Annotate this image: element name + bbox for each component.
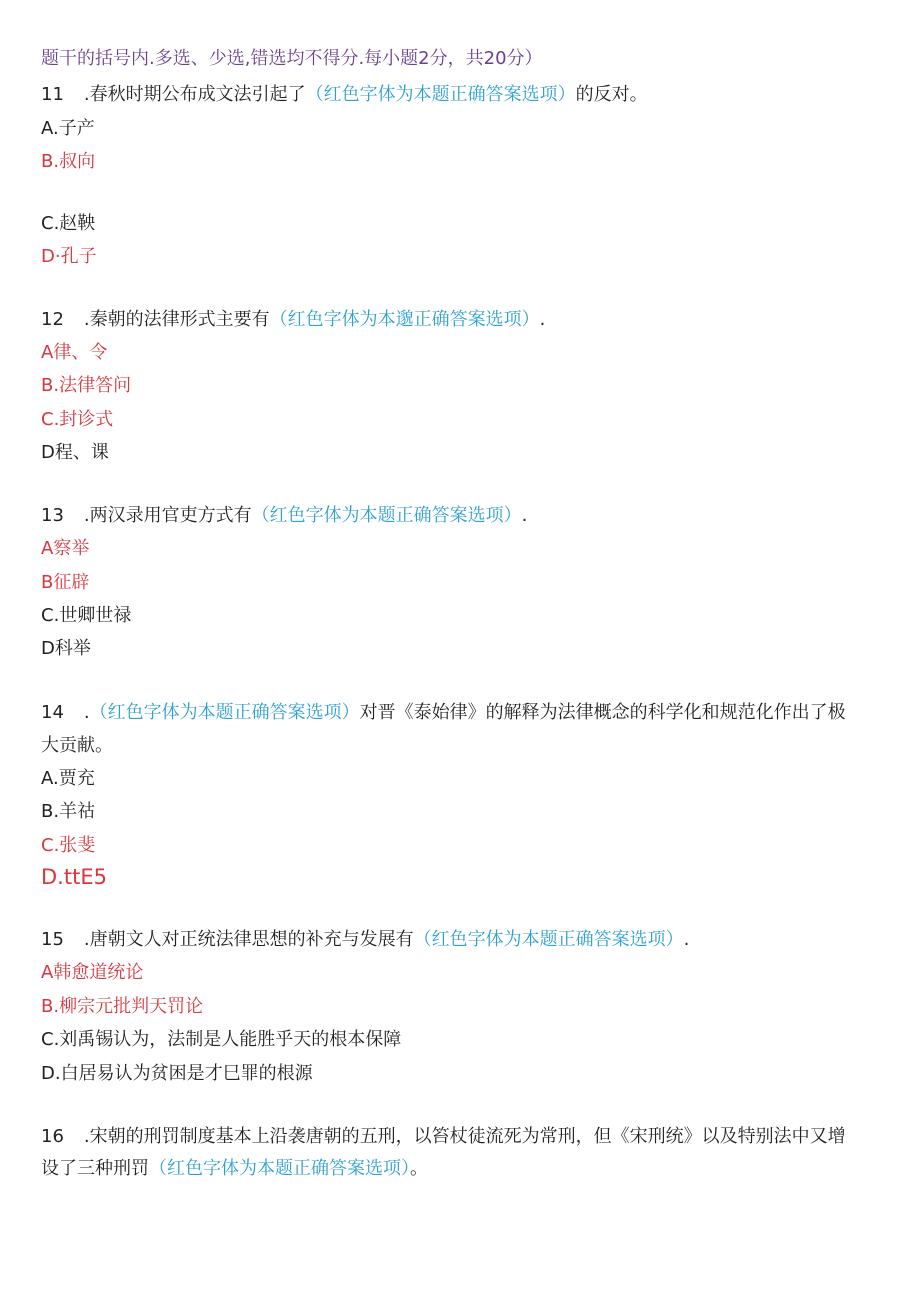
question-number: 16 [41,1126,64,1147]
option-a-correct: A律、令 [41,342,108,363]
option-d: D科举 [41,638,91,659]
option-d-correct: D·孔子 [41,246,97,267]
answer-hint: （红色字体为本题正确答案选项） [413,929,684,950]
option-a-correct: A韩愈道统论 [41,962,144,983]
option-c: C.赵鞅 [41,213,96,234]
question-stem: .两汉录用官吏方式有 [83,505,252,526]
option-c-correct: C.张斐 [41,835,96,856]
question-14-continuation: 大贡献。 [41,735,113,756]
question-stem-end: . [521,505,528,526]
answer-hint: （红色字体为本题正确答案选项） [251,505,522,526]
question-stem: .唐朝文人对正统法律思想的补充与发展有 [83,929,414,950]
question-number: 15 [41,929,64,950]
question-number: 12 [41,309,64,330]
question-14 [41,701,846,725]
option-b: B.羊祜 [41,801,96,822]
question-stem: . [83,702,90,723]
question-11 [41,83,648,107]
question-16 [41,1125,846,1149]
option-a-correct: A察举 [41,538,90,559]
answer-hint: （红色字体为本题正确答案选项） [89,702,360,723]
question-stem-end: . [539,309,546,330]
question-stem: .宋朝的刑罚制度基本上沿袭唐朝的五刑，以笞杖徒流死为常刑，但《宋刑统》以及特别法中又增 [83,1126,846,1147]
question-stem: .秦朝的法律形式主要有 [83,309,270,330]
question-stem: .春秋时期公布成文法引起了 [83,84,306,105]
option-b-correct: B.叔向 [41,151,96,172]
answer-hint: （红色字体为本邈正确答案选项） [269,309,540,330]
question-16-continuation [41,1157,428,1181]
option-a: A.贾充 [41,768,95,789]
option-d: D.白居易认为贫困是才巳罪的根源 [41,1063,313,1084]
question-number: 13 [41,505,64,526]
question-13 [41,504,527,528]
answer-hint: （红色字体为本题正确答案选项） [305,84,576,105]
question-stem-end: 的反对。 [575,84,648,105]
question-number: 11 [41,84,64,105]
option-d: D程、课 [41,442,109,463]
option-b-correct: B.柳宗元批判天罚论 [41,996,204,1017]
option-d-correct: D.ttE5 [41,865,107,889]
question-stem-cont: 设了三种刑罚 [41,1158,149,1179]
option-c-correct: C.封诊式 [41,409,114,430]
option-b-correct: B.法律答问 [41,375,132,396]
option-c: C.刘禹锡认为，法制是人能胜乎天的根本保障 [41,1029,402,1050]
question-12 [41,308,545,332]
option-c: C.世卿世禄 [41,605,132,626]
question-number: 14 [41,702,64,723]
option-a: A.子产 [41,118,95,139]
answer-hint: （红色字体为本题正确答案选项） [149,1158,410,1179]
instruction-text: 题干的括号内.多选、少选,错选均不得分.每小题2分，共20分） [41,48,543,69]
option-b-correct: B征辟 [41,572,90,593]
question-stem-end: 。 [410,1158,428,1179]
question-stem-end: 对晋《泰始律》的解释为法律概念的科学化和规范化作出了极 [359,702,846,723]
question-stem-end: . [683,929,690,950]
question-15 [41,928,689,952]
